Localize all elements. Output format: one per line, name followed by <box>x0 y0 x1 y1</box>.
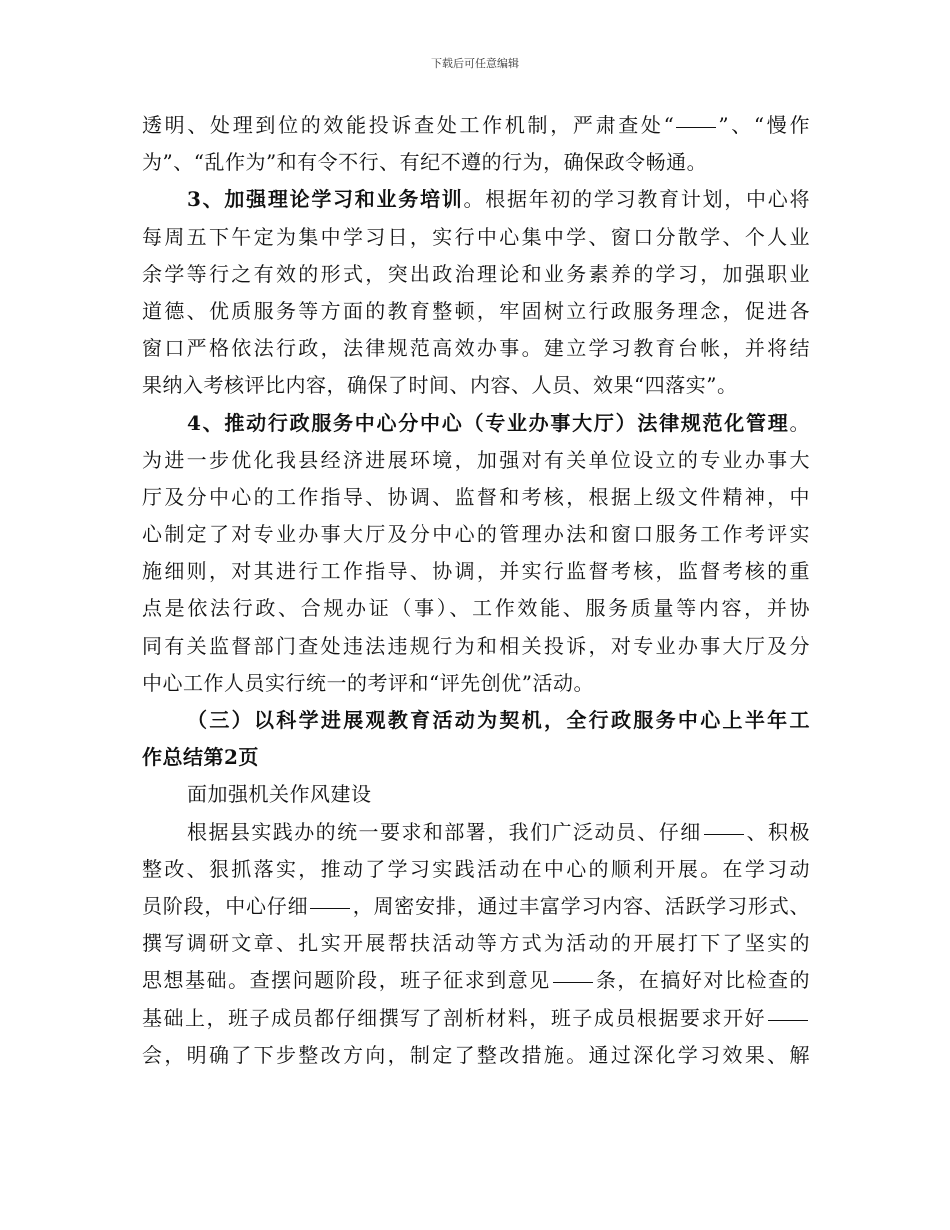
paragraph-line: 整改、狠抓落实，推动了学习实践活动在中心的顺利开展。在学习动 <box>142 856 810 881</box>
text-span: 基础上，班子成员都仔细撰写了剖析材料，班子成员根据要求开好 <box>142 1005 766 1030</box>
fill-blank <box>310 907 350 909</box>
paragraph-line: 每周五下午定为集中学习日，实行中心集中学、窗口分散学、个人业 <box>142 224 810 249</box>
paragraph-line: 厅及分中心的工作指导、协调、监督和考核，根据上级文件精神，中 <box>142 484 810 509</box>
paragraph-line: 果纳入考核评比内容，确保了时间、内容、人员、效果“四落实”。 <box>142 373 738 398</box>
paragraph-line: 中心工作人员实行统一的考评和“评先创优”活动。 <box>142 670 594 695</box>
fill-blank <box>768 1019 808 1021</box>
paragraph-line <box>142 405 810 442</box>
document-body <box>142 107 810 1074</box>
paragraph-line: 为进一步优化我县经济进展环境，加强对有关单位设立的专业办事大 <box>142 447 810 472</box>
paragraph-line: 面加强机关作风建设 <box>187 782 372 807</box>
paragraph-line <box>142 888 810 925</box>
text-span: 员阶段，中心仔细 <box>142 893 309 918</box>
text-span: ，周密安排，通过丰富学习内容、活跃学习形式、 <box>352 893 811 918</box>
text-span: 。根据年初的学习教育计划，中心将 <box>463 187 811 212</box>
section-heading: 4、推动行政服务中心分中心（专业办事大厅）法律规范化管理 <box>187 410 790 435</box>
text-span: ”、“慢作 <box>718 113 810 137</box>
paragraph-line: 会，明确了下步整改方向，制定了整改措施。通过深化学习效果、解 <box>142 1042 810 1067</box>
paragraph-line <box>142 814 810 851</box>
paragraph-line: 同有关监督部门查处违法违规行为和相关投诉，对专业办事大厅及分 <box>142 633 810 658</box>
fill-blank <box>676 126 716 128</box>
paragraph-line <box>142 1000 810 1037</box>
paragraph-line: 道德、优质服务等方面的教育整顿，牢固树立行政服务理念，促进各 <box>142 298 810 323</box>
paragraph-line: 余学等行之有效的形式，突出政治理论和业务素养的学习，加强职业 <box>142 261 810 286</box>
paragraph-line: 心制定了对专业办事大厅及分中心的管理办法和窗口服务工作考评实 <box>142 522 810 547</box>
text-span: 透明、处理到位的效能投诉查处工作机制，严肃查处“ <box>142 113 675 137</box>
paragraph-line: 点是依法行政、合规办证（事）、工作效能、服务质量等内容，并协 <box>142 596 810 621</box>
paragraph-line <box>142 962 810 999</box>
page-header: 下载后可任意编辑 <box>431 57 519 70</box>
text-span: 条，在搞好对比检查的 <box>594 968 811 993</box>
section-heading: 3、加强理论学习和业务培训 <box>187 187 464 212</box>
paragraph-line <box>142 181 810 218</box>
text-span: 根据县实践办的统一要求和部署，我们广泛动员、仔细 <box>187 819 702 844</box>
paragraph-line: 为”、“乱作为”和有令不行、有纪不遵的行为，确保政令畅通。 <box>142 150 708 175</box>
fill-blank <box>553 981 593 983</box>
text-span: 思想基础。查摆问题阶段，班子征求到意见 <box>142 968 551 993</box>
fill-blank <box>704 833 744 835</box>
paragraph-line: 施细则，对其进行工作指导、协调，并实行监督考核，监督考核的重 <box>142 559 810 584</box>
text-span: 、积极 <box>745 819 811 844</box>
section-heading: （三）以科学进展观教育活动为契机，全行政服务中心上半年工 <box>187 708 810 732</box>
paragraph-line: 窗口严格依法行政，法律规范高效办事。建立学习教育台帐，并将结 <box>142 336 810 361</box>
text-span: 。 <box>789 410 810 435</box>
section-heading: 作总结第2页 <box>142 745 259 770</box>
paragraph-line: 撰写调研文章、扎实开展帮扶活动等方式为活动的开展打下了坚实的 <box>142 931 810 956</box>
paragraph-line <box>142 107 810 144</box>
